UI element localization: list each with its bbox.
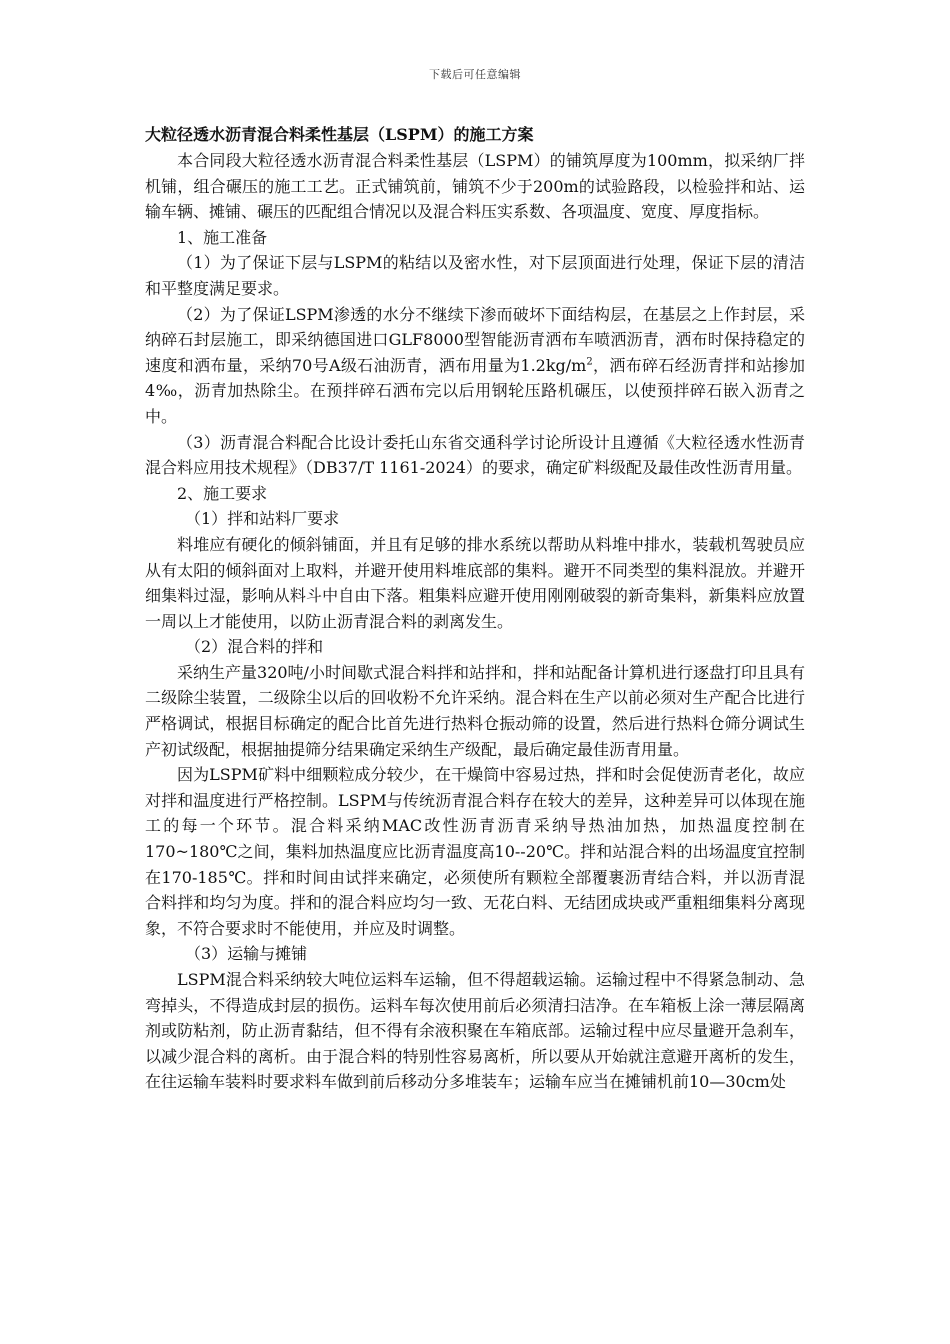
document-title: 大粒径透水沥青混合料柔性基层（LSPM）的施工方案	[145, 125, 534, 144]
subheading-mixing-plant: （1）拌和站料厂要求	[185, 509, 340, 529]
section-heading-preparation: 1、施工准备	[177, 227, 268, 247]
subheading-mixing: （2）混合料的拌和	[185, 637, 324, 657]
preparation-item-2	[145, 302, 805, 430]
document-body	[145, 122, 805, 1095]
preparation-item-2-text-b: ，洒布碎石经沥青拌和站掺加4‰，沥青加热除尘。在预拌碎石洒布完以后用钢轮压路机碾压，以使预拌碎石嵌入沥青之中。	[145, 355, 805, 426]
mixing-plant-paragraph: 料堆应有硬化的倾斜铺面，并且有足够的排水系统以帮助从料堆中排水，装载机驾驶员应从有太阳的倾斜面对上取料，并避开使用料堆底部的集料。避开不同类型的集料混放。并避开细集料过湿，影响从料斗中自由下落。粗集料应避开使用刚刚破裂的新奇集料，新集料应放置一周以上才能使用，以防止沥青混合料的剥离发生。	[145, 534, 805, 631]
mixing-paragraph-1: 采纳生产量320吨/小时间歇式混合料拌和站拌和，拌和站配备计算机进行逐盘打印且具有二级除尘装置，二级除尘以后的回收粉不允许采纳。混合料在生产以前必须对生产配合比进行严格调试，根据目标确定的配合比首先进行热料仓振动筛的设置，然后进行热料仓筛分调试生产初试级配，根据抽提筛分结果确定采纳生产级配，最后确定最佳沥青用量。	[145, 662, 805, 759]
page-header: 下载后可任意编辑	[429, 68, 521, 81]
mixing-paragraph-2: 因为LSPM矿料中细颗粒成分较少，在干燥筒中容易过热，拌和时会促使沥青老化，故应对拌和温度进行严格控制。LSPM与传统沥青混合料存在较大的差异，这种差异可以体现在施工的每一个环节。混合料采纳MAC改性沥青沥青采纳导热油加热，加热温度控制在170~180℃之间，集料加热温度应比沥青温度高10--20℃。拌和站混合料的出场温度宜控制在170-185℃。拌和时间由试拌来确定，必须使所有颗粒全部覆裹沥青结合料，并以沥青混合料拌和均匀为度。拌和的混合料应均匀一致、无花白料、无结团成块或严重粗细集料分离现象，不符合要求时不能使用，并应及时调整。	[145, 765, 805, 938]
preparation-item-2-text-a: （2）为了保证LSPM渗透的水分不继续下渗而破坏下面结构层，在基层之上作封层，采纳碎石封层施工，即采纳德国进口GLF8000型智能沥青洒布车喷洒沥青，洒布时保持稳定的速度和洒布量，采纳70号A级石油沥青，洒布用量为1.2kg/m	[145, 304, 805, 375]
section-heading-requirements: 2、施工要求	[177, 483, 268, 503]
preparation-item-3: （3）沥青混合料配合比设计委托山东省交通科学讨论所设计且遵循《大粒径透水性沥青混合料应用技术规程》（DB37/T 1161-2024）的要求，确定矿料级配及最佳改性沥青用量。	[145, 432, 805, 478]
transport-paving-paragraph: LSPM混合料采纳较大吨位运料车运输，但不得超载运输。运输过程中不得紧急制动、急弯掉头，不得造成封层的损伤。运料车每次使用前后必须清扫洁净。在车箱板上涂一薄层隔离剂或防粘剂，防止沥青黏结，但不得有余液积聚在车箱底部。运输过程中应尽量避开急刹车，以减少混合料的离析。由于混合料的特别性容易离析，所以要从开始就注意避开离析的发生，在往运输车装料时要求料车做到前后移动分多堆装车；运输车应当在摊铺机前10—30cm处	[145, 970, 805, 1092]
intro-paragraph: 本合同段大粒径透水沥青混合料柔性基层（LSPM）的铺筑厚度为100mm，拟采纳厂拌机铺，组合碾压的施工工艺。正式铺筑前，铺筑不少于200m的试验路段，以检验拌和站、运输车辆、摊铺、碾压的匹配组合情况以及混合料压实系数、各项温度、宽度、厚度指标。	[145, 151, 805, 222]
subheading-transport-paving: （3）运输与摊铺	[185, 944, 308, 964]
superscript-2: 2	[586, 356, 593, 368]
preparation-item-1: （1）为了保证下层与LSPM的粘结以及密水性，对下层顶面进行处理，保证下层的清洁和平整度满足要求。	[145, 253, 805, 298]
